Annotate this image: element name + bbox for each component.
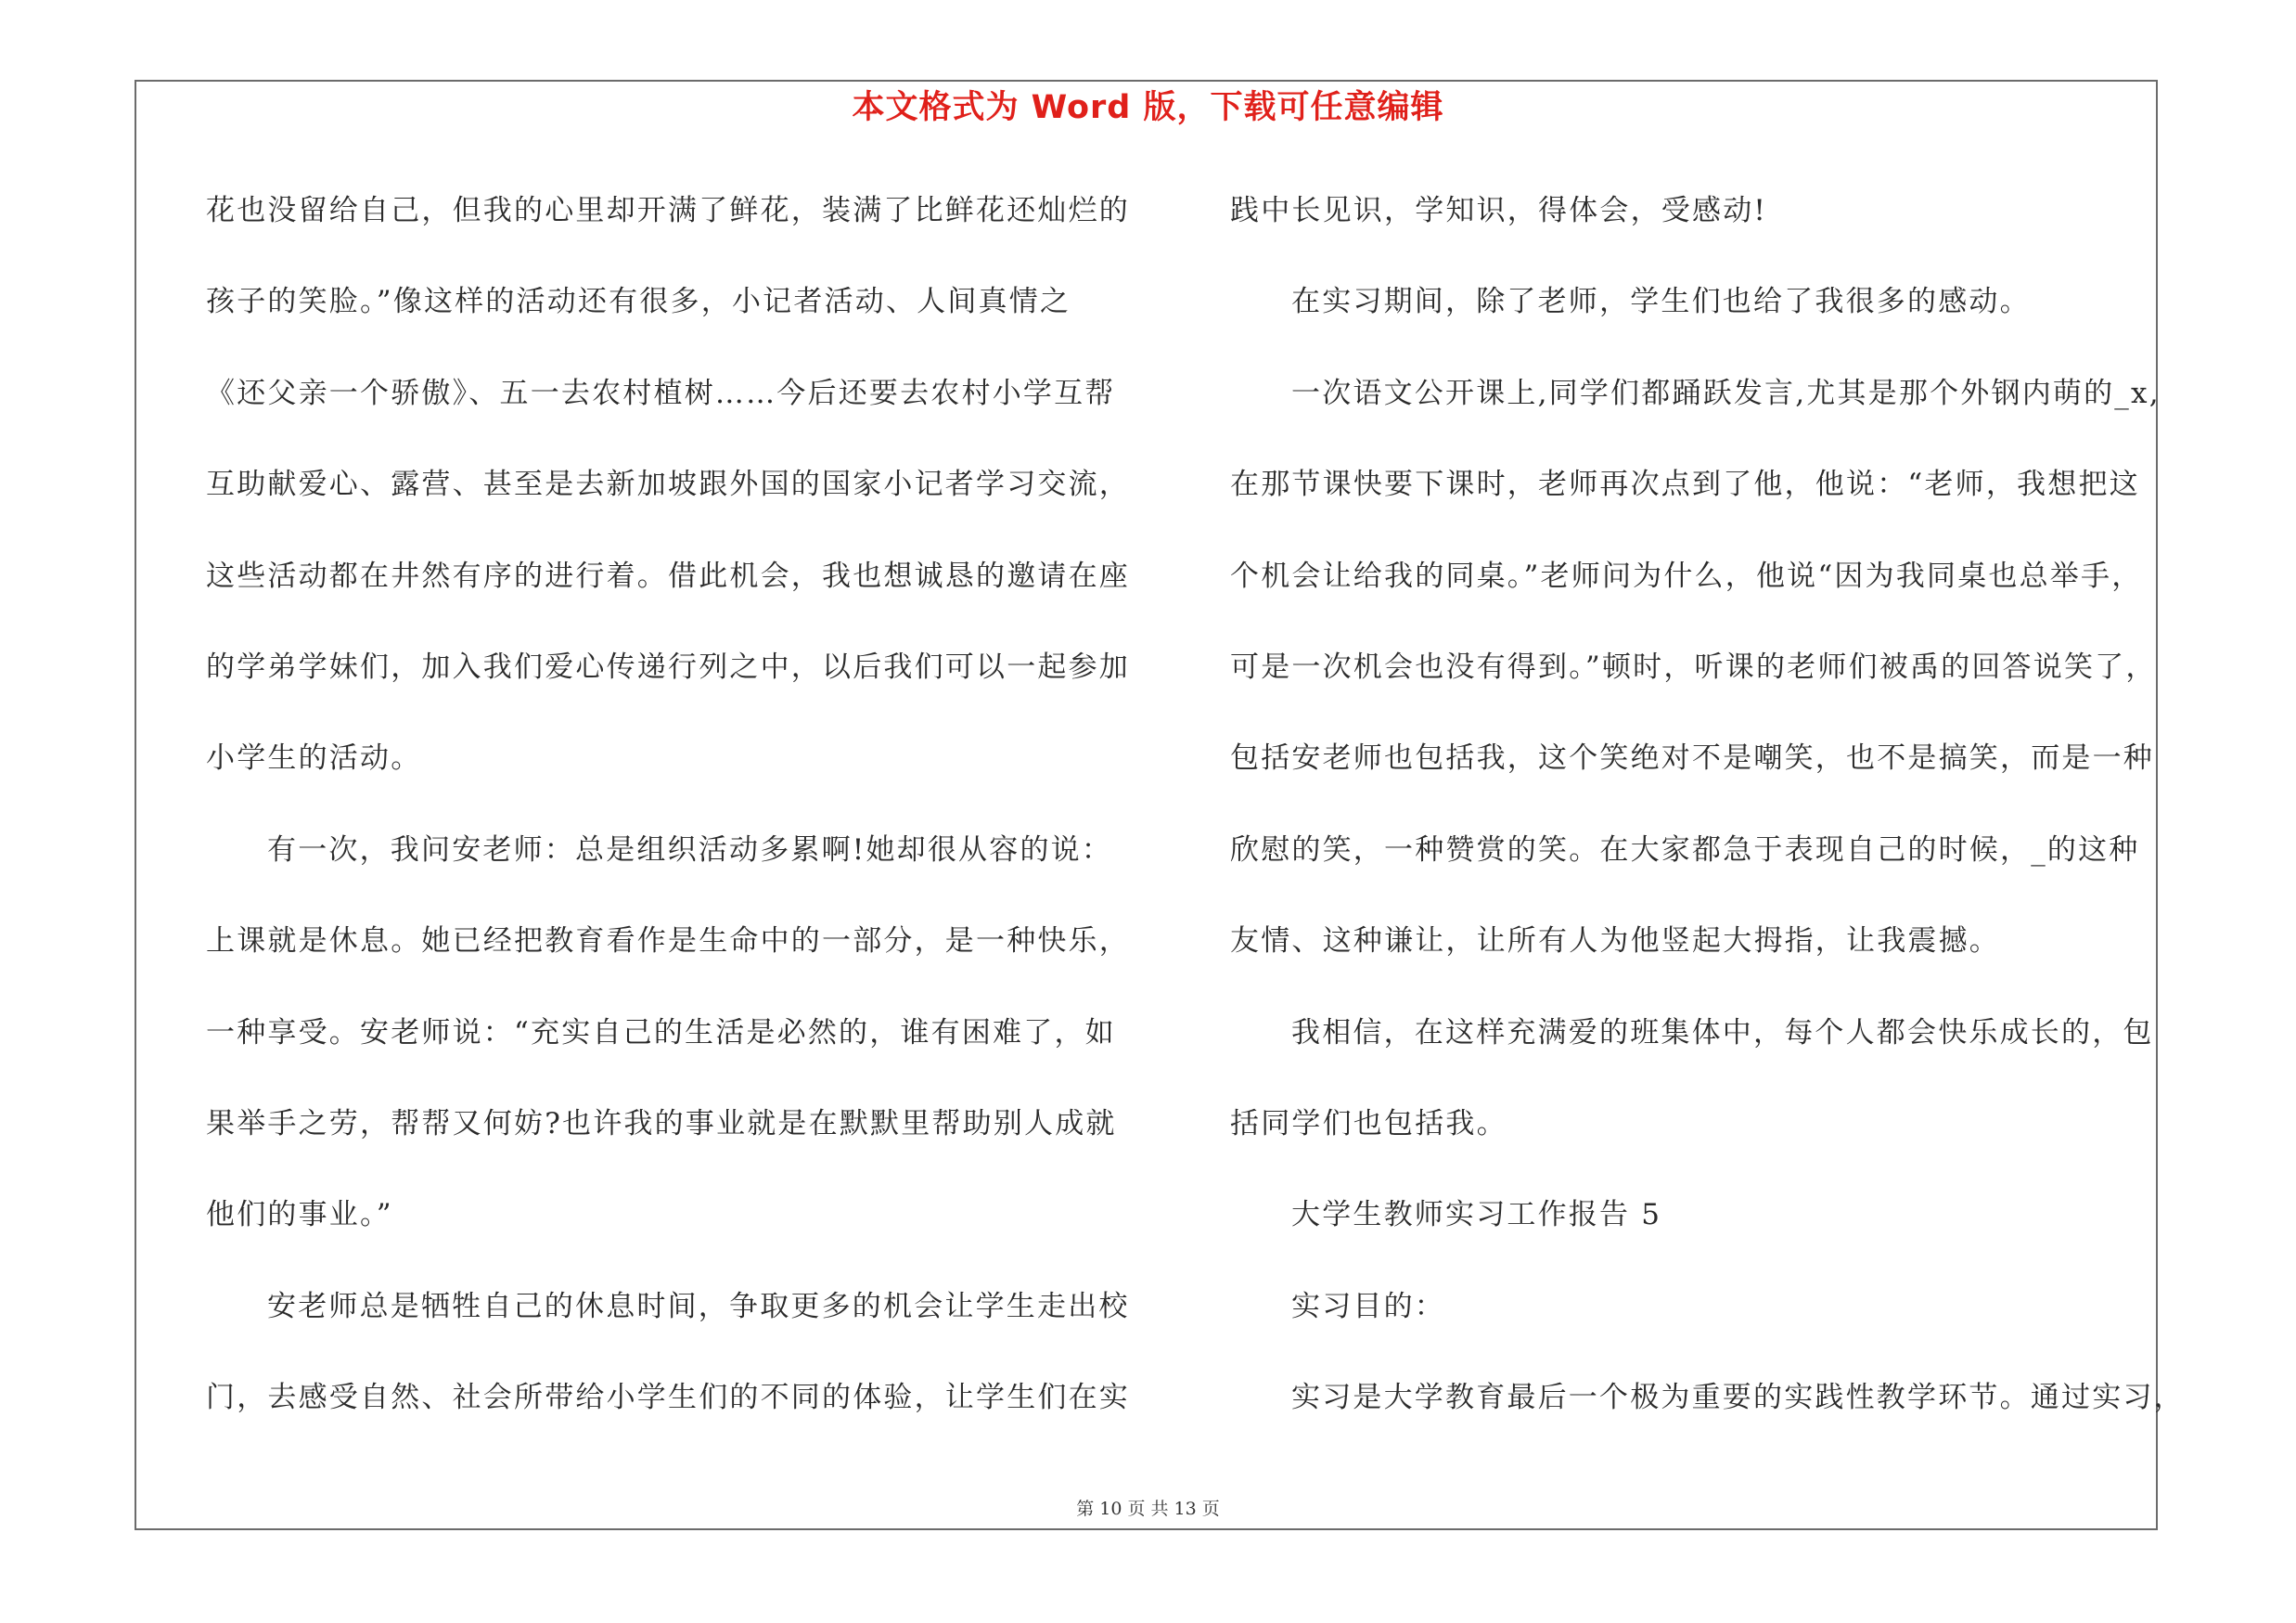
text-line: 实习目的： — [1291, 1289, 1445, 1323]
text-line: 可是一次机会也没有得到。”顿时，听课的老师们被禹的回答说笑了， — [1230, 650, 2157, 684]
format-banner: 本文格式为 Word 版，下载可任意编辑 — [852, 89, 1444, 126]
text-line: 在实习期间，除了老师，学生们也给了我很多的感动。 — [1291, 285, 2031, 319]
right-column — [1230, 186, 2185, 1463]
text-line: 的学弟学妹们，加入我们爱心传递行列之中，以后我们可以一起参加 — [206, 650, 1130, 684]
page-number-footer: 第 10 页 共 13 页 — [1076, 1499, 1220, 1519]
text-line: 包括安老师也包括我，这个笑绝对不是嘲笑，也不是搞笑，而是一种 — [1230, 741, 2154, 776]
text-line: 括同学们也包括我。 — [1230, 1106, 1507, 1140]
text-line: 安老师总是牺牲自己的休息时间，争取更多的机会让学生走出校 — [267, 1289, 1130, 1323]
text-line: 这些活动都在井然有序的进行着。借此机会，我也想诚恳的邀请在座 — [206, 559, 1130, 593]
text-line: 大学生教师实习工作报告 5 — [1291, 1198, 1662, 1232]
text-line: 上课就是休息。她已经把教育看作是生命中的一部分，是一种快乐， — [206, 924, 1130, 959]
text-line: 花也没留给自己，但我的心里却开满了鲜花，装满了比鲜花还灿烂的 — [206, 194, 1130, 227]
text-line: 果举手之劳，帮帮又何妨?也许我的事业就是在默默里帮助别人成就 — [206, 1106, 1117, 1140]
text-line: 孩子的笑脸。”像这样的活动还有很多，小记者活动、人间真情之 — [206, 285, 1071, 319]
text-line: 一次语文公开课上,同学们都踊跃发言,尤其是那个外钢内萌的_x, — [1291, 376, 2161, 410]
text-line: 个机会让给我的同桌。”老师问为什么，他说“因为我同桌也总举手， — [1230, 559, 2143, 593]
text-line: 实习是大学教育最后一个极为重要的实践性教学环节。通过实习， — [1291, 1381, 2185, 1415]
text-line: 他们的事业。” — [206, 1198, 393, 1232]
text-line: 门，去感受自然、社会所带给小学生们的不同的体验，让学生们在实 — [206, 1381, 1130, 1415]
text-line: 我相信，在这样充满爱的班集体中，每个人都会快乐成长的，包 — [1291, 1015, 2154, 1050]
text-line: 欣慰的笑，一种赞赏的笑。在大家都急于表现自己的时候，_的这种 — [1230, 832, 2140, 867]
left-column — [206, 186, 1130, 1463]
text-line: 友情、这种谦让，让所有人为他竖起大拇指，让我震撼。 — [1230, 924, 2000, 959]
text-line: 践中长见识，学知识，得体会，受感动! — [1230, 194, 1768, 227]
text-line: 一种享受。安老师说：“充实自己的生活是必然的，谁有困难了，如 — [206, 1015, 1116, 1050]
text-line: 小学生的活动。 — [206, 741, 422, 776]
text-line: 在那节课快要下课时，老师再次点到了他，他说：“老师，我想把这 — [1230, 468, 2140, 502]
text-line: 《还父亲一个骄傲》、五一去农村植树……今后还要去农村小学互帮 — [206, 376, 1116, 410]
text-line: 有一次，我问安老师：总是组织活动多累啊!她却很从容的说： — [267, 832, 1113, 867]
text-line: 互助献爱心、露营、甚至是去新加坡跟外国的国家小记者学习交流， — [206, 468, 1130, 502]
